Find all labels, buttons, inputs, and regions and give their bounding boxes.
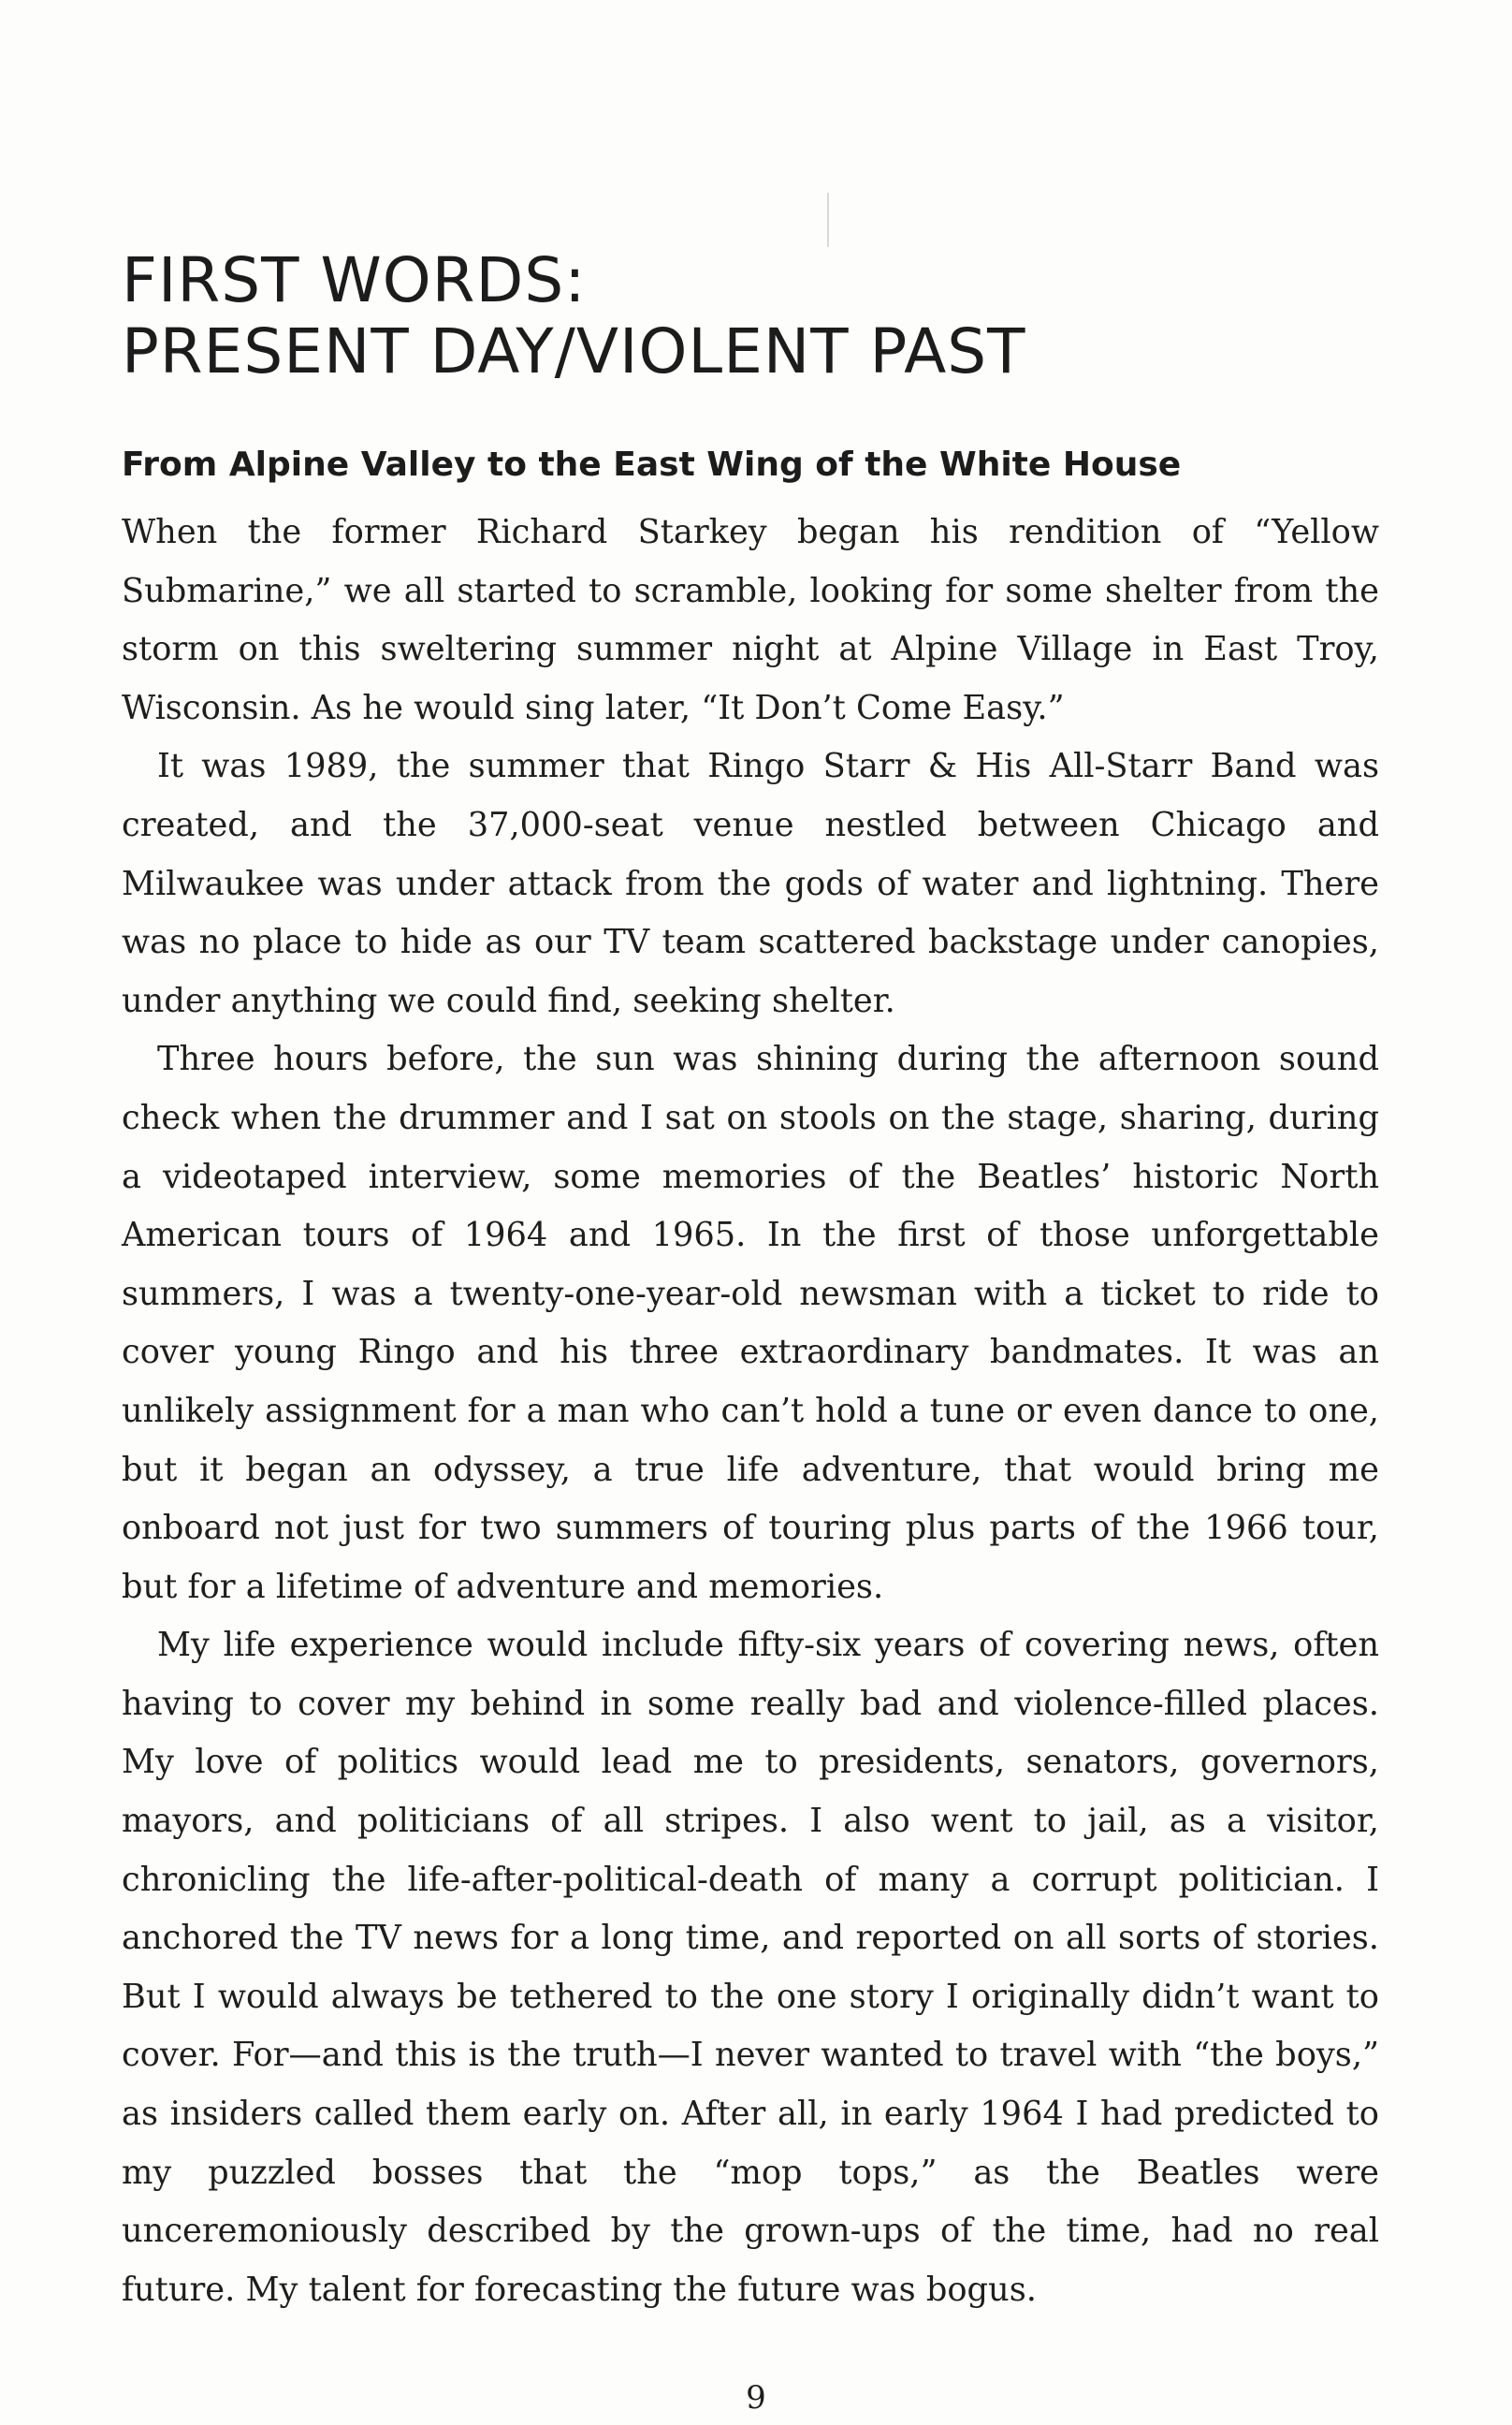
paragraph-2: It was 1989, the summer that Ringo Starr & His All-Starr Band was created, and the 37,000-seat venue nestled between Chicago and Milwaukee was under attack from the gods of water and lightning. There was no place to hide as our TV team scattered backstage under canopies, under anything we could find, seeking shelter. — [122, 747, 1379, 1020]
paragraph-3: Three hours before, the sun was shining during the afternoon sound check when the drummer and I sat on stools on the stage, sharing, during a videotaped interview, some memories of the Beatles’ historic North American tours of 1964 and 1965. In the first of those unforgettable summers, I was a twenty-one-year-old newsman with a ticket to ride to cover young Ringo and his three extraordinary bandmates. It was an unlikely assignment for a man who can’t hold a tune or even dance to one, but it began an odyssey, a true life adventure, that would bring me onboard not just for two summers of touring plus parts of the 1966 tour, but for a lifetime of adventure and memories. — [122, 1040, 1379, 1606]
body-text — [122, 504, 1379, 2319]
chapter-title — [122, 245, 1394, 387]
chapter-title-line-2: PRESENT DAY/VIOLENT PAST — [122, 315, 1026, 387]
chapter-title-line-1: FIRST WORDS: — [122, 244, 587, 316]
section-heading: From Alpine Valley to the East Wing of the White House — [122, 446, 1182, 484]
page-number: 9 — [746, 2379, 766, 2417]
scan-artifact-mark — [827, 193, 829, 247]
paragraph-4: My life experience would include fifty-six years of covering news, often having to cover my behind in some really bad and violence-filled places. My love of politics would lead me to presidents, senators, governors, mayors, and politicians of all stripes. I also went to jail, as a visitor, chronicling the life-after-political-death of many a corrupt politician. I anchored the TV news for a long time, and reported on all sorts of stories. But I would always be tethered to the one story I originally didn’t want to cover. For—and this is the truth—I never wanted to travel with “the boys,” as insiders called them early on. After all, in early 1964 I had predicted to my puzzled bosses that the “mop tops,” as the Beatles were unceremoniously described by the grown-ups of the time, had no real future. My talent for forecasting the future was bogus. — [122, 1626, 1379, 2309]
paragraph-1: When the former Richard Starkey began his rendition of “Yellow Submarine,” we all started to scramble, looking for some shelter from the storm on this sweltering summer night at Alpine Village in East Troy, Wisconsin. As he would sing later, “It Don’t Come Easy.” — [122, 513, 1379, 727]
